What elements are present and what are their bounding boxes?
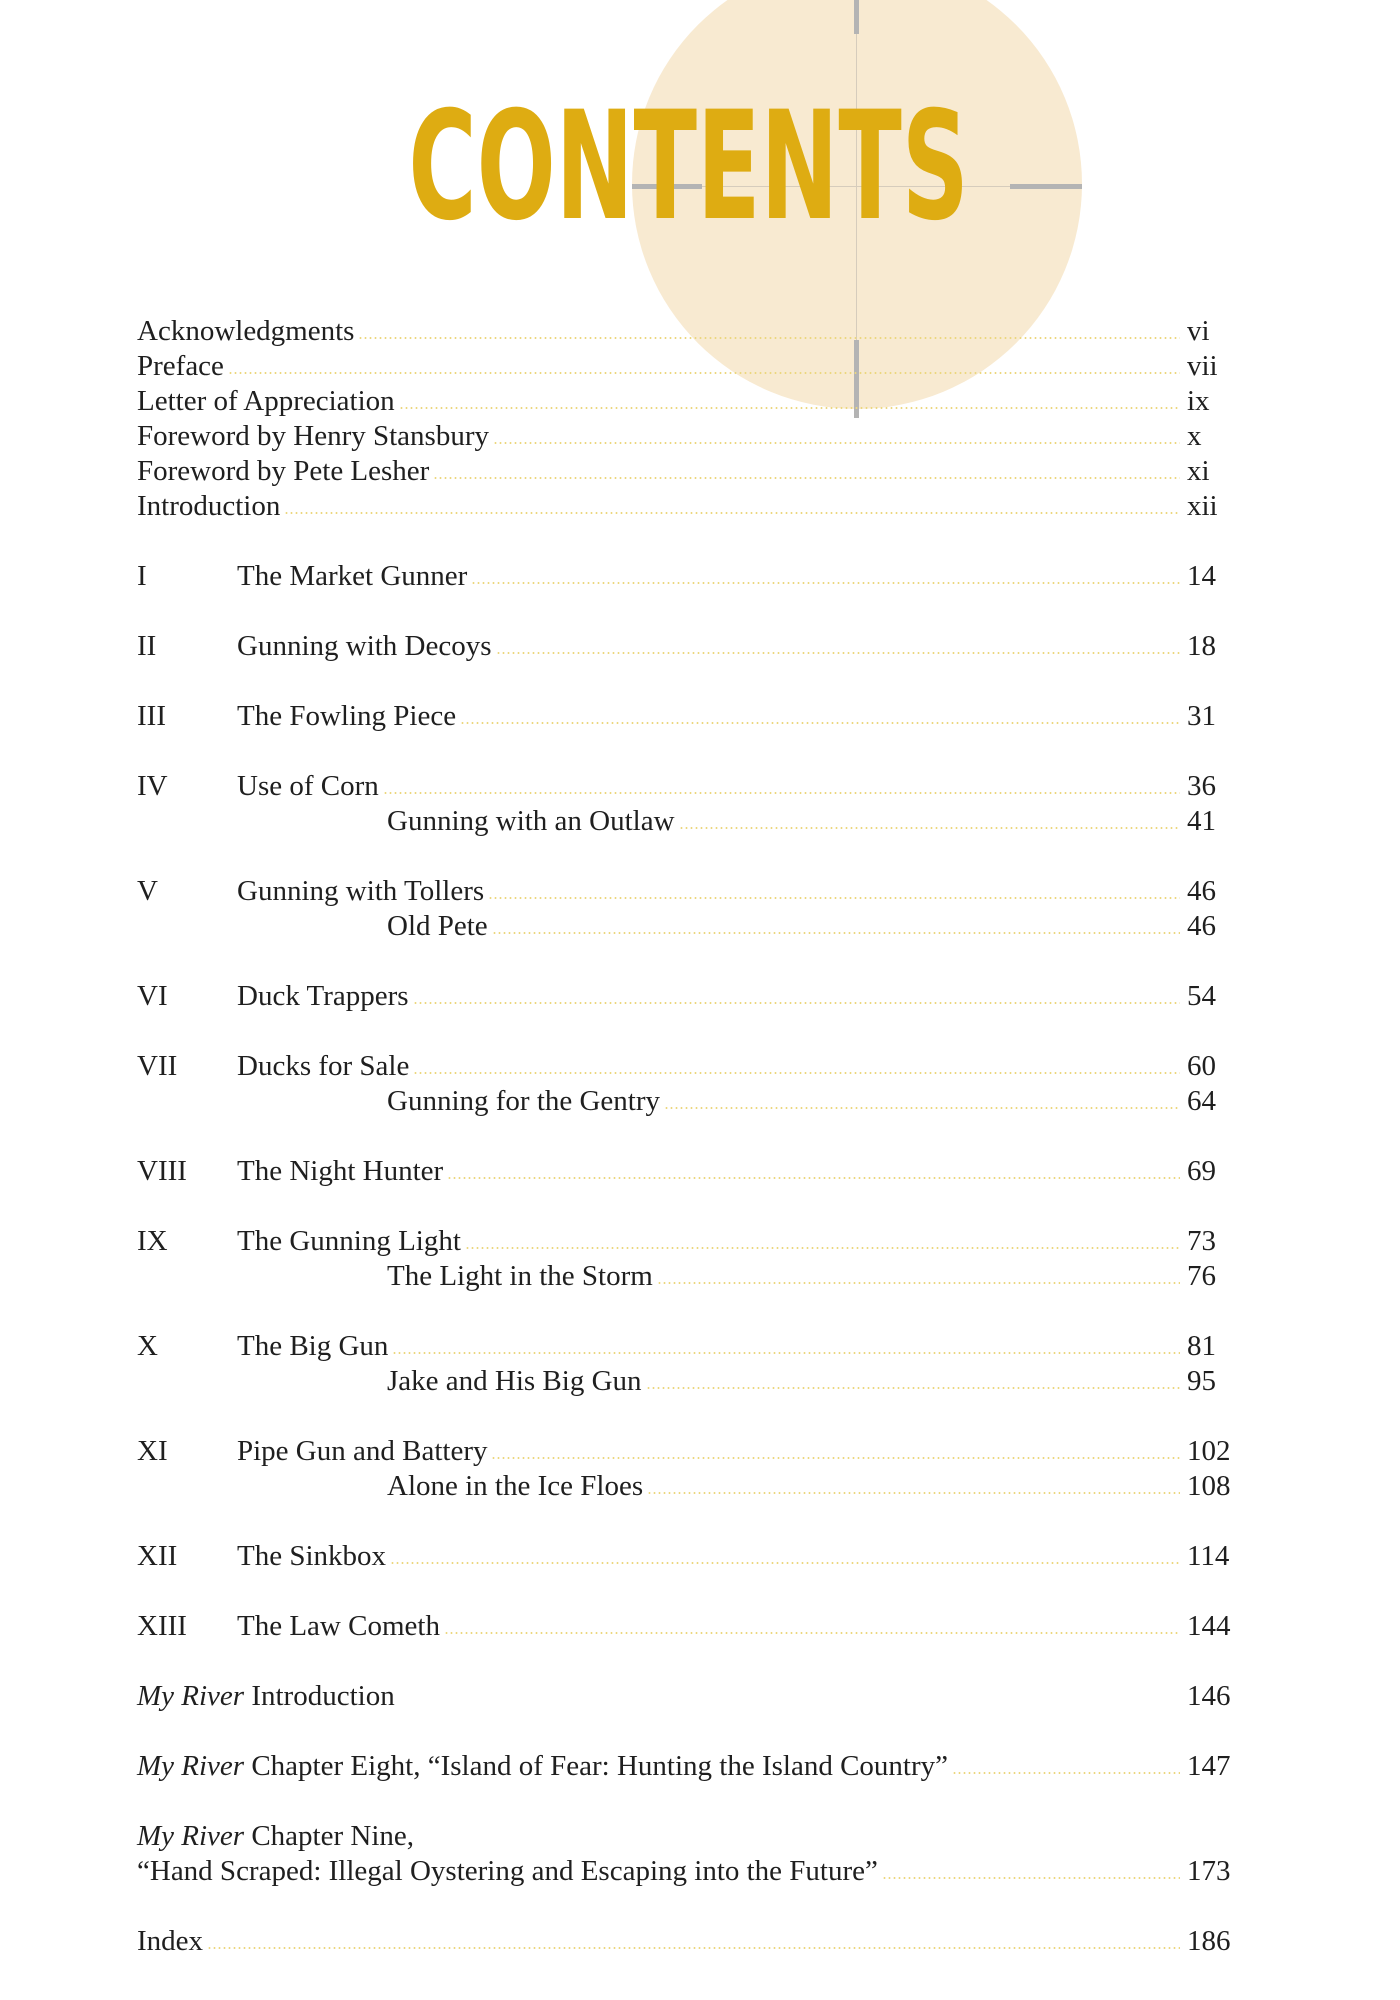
dot-leader [460,722,1180,724]
entry-title [137,384,395,418]
dot-leader [882,1877,1180,1879]
entry-title-text: Introduction [137,490,281,522]
chapter-number: VIII [137,1155,187,1187]
page-number: 69 [1187,1155,1216,1187]
dot-leader [496,652,1180,654]
page-title: CONTENTS [408,80,969,254]
chapter-entry [0,1224,1400,1258]
entry-title-text: Ducks for Sale [237,1050,410,1082]
entry-title [137,1749,948,1783]
chapter-entry [0,1609,1400,1643]
entry-title-text: Gunning with Tollers [237,875,485,907]
dot-leader [646,1387,1180,1389]
entry-title-text: The Law Cometh [237,1610,440,1642]
chapter-number: V [137,875,158,907]
front-matter-entry [0,384,1400,418]
page-number: 173 [1187,1855,1231,1887]
dot-leader [284,512,1180,514]
page-number: 76 [1187,1260,1216,1292]
entry-title-text: Index [137,1925,204,1957]
dot-leader [492,932,1180,934]
sub-chapter-entry [0,909,1400,943]
page-number: 114 [1187,1540,1230,1572]
entry-title-text: Gunning with Decoys [237,630,492,662]
entry-title-text: Use of Corn [237,770,379,802]
entry-title-text: Preface [137,350,224,382]
entry-title [237,979,409,1013]
entry-title [387,1084,660,1118]
entry-title-text: The Light in the Storm [387,1260,653,1292]
dot-leader [447,1177,1180,1179]
page-number: 144 [1187,1610,1231,1642]
chapter-number: VI [137,980,168,1012]
back-matter-entry [0,1819,1400,1853]
page-number: 46 [1187,875,1216,907]
front-matter-entry [0,349,1400,383]
dot-leader [657,1282,1180,1284]
entry-title-text: Jake and His Big Gun [387,1365,642,1397]
entry-title [237,1539,386,1573]
page-number: 36 [1187,770,1216,802]
entry-title [387,1259,653,1293]
page-number: 146 [1187,1680,1231,1712]
page-number: 147 [1187,1750,1231,1782]
chapter-number: IV [137,770,168,802]
dot-leader [444,1632,1180,1634]
entry-title [237,1329,388,1363]
page-number: 41 [1187,805,1216,837]
page-number: 64 [1187,1085,1216,1117]
back-matter-entry [0,1749,1400,1783]
back-matter-entry [0,1854,1400,1888]
page-number: 60 [1187,1050,1216,1082]
chapter-entry [0,769,1400,803]
page-number: 102 [1187,1435,1231,1467]
chapter-entry [0,874,1400,908]
front-matter-entry [0,419,1400,453]
entry-title-text: Chapter Nine, [244,1820,415,1852]
entry-title-text: The Big Gun [237,1330,389,1362]
page-number: 81 [1187,1330,1216,1362]
entry-italic-title: My River [137,1680,245,1712]
chapter-entry [0,1154,1400,1188]
entry-italic-title: My River [137,1750,245,1782]
entry-title-text: Gunning for the Gentry [387,1085,661,1117]
sub-chapter-entry [0,1084,1400,1118]
entry-title [237,769,379,803]
entry-title [137,1924,203,1958]
entry-title [137,1679,395,1713]
dot-leader [399,407,1180,409]
page-number: 46 [1187,910,1216,942]
sub-chapter-entry [0,1364,1400,1398]
page-number: 186 [1187,1925,1231,1957]
chapter-entry [0,559,1400,593]
entry-title-text: Foreword by Henry Stansbury [137,420,489,452]
front-matter-entry [0,314,1400,348]
entry-title-text: Letter of Appreciation [137,385,395,417]
page-number: 31 [1187,700,1216,732]
chapter-number: II [137,630,157,662]
entry-title-text: Duck Trappers [237,980,409,1012]
entry-title-text: Chapter Eight, “Island of Fear: Hunting the Island Country” [244,1750,948,1782]
entry-title [387,909,488,943]
chapter-number: XII [137,1540,178,1572]
sub-chapter-entry [0,1259,1400,1293]
page-number: ix [1187,385,1210,417]
entry-title [137,349,224,383]
chapter-entry [0,1329,1400,1363]
chapter-number: XIII [137,1610,187,1642]
dot-leader [471,582,1180,584]
page-number: xii [1187,490,1218,522]
dot-leader [493,442,1180,444]
entry-title-text: Pipe Gun and Battery [237,1435,488,1467]
entry-title [237,1609,440,1643]
page-number: 54 [1187,980,1216,1012]
entry-title-text: “Hand Scraped: Illegal Oystering and Escaping into the Future” [137,1855,878,1887]
entry-title [387,804,675,838]
front-matter-entry [0,454,1400,488]
dot-leader [392,1352,1180,1354]
page-number: vi [1187,315,1210,347]
entry-title [237,1434,487,1468]
chapter-entry [0,1434,1400,1468]
dot-leader [390,1562,1180,1564]
dot-leader [491,1457,1180,1459]
dot-leader [465,1247,1180,1249]
chapter-number: XI [137,1435,168,1467]
entry-title [237,699,456,733]
entry-title-text: The Sinkbox [237,1540,387,1572]
entry-title [137,454,429,488]
entry-title-text: The Market Gunner [237,560,468,592]
entry-title [137,1854,878,1888]
entry-title [137,314,354,348]
dot-leader [383,792,1180,794]
sub-chapter-entry [0,1469,1400,1503]
entry-title-text: The Fowling Piece [237,700,457,732]
back-matter-entry [0,1924,1400,1958]
entry-title [237,1154,443,1188]
chapter-number: III [137,700,166,732]
dot-leader [433,477,1180,479]
dot-leader [358,337,1180,339]
dot-leader [413,1072,1180,1074]
chapter-entry [0,1049,1400,1083]
dot-leader [413,1002,1180,1004]
entry-title [237,1224,461,1258]
page-number: xi [1187,455,1210,487]
entry-title [237,559,467,593]
entry-title [137,419,489,453]
chapter-entry [0,979,1400,1013]
page-number: 73 [1187,1225,1216,1257]
back-matter-entry [0,1679,1400,1713]
chapter-number: I [137,560,147,592]
entry-title-text: Alone in the Ice Floes [387,1470,644,1502]
entry-title [237,874,484,908]
entry-title-text: Gunning with an Outlaw [387,805,675,837]
entry-title [137,1819,414,1853]
page-number: 18 [1187,630,1216,662]
chapter-entry [0,699,1400,733]
entry-title-text: The Night Hunter [237,1155,444,1187]
page-number: vii [1187,350,1218,382]
dot-leader [647,1492,1180,1494]
dot-leader [488,897,1180,899]
entry-title [237,629,492,663]
entry-title-text: Acknowledgments [137,315,355,347]
entry-title-text: Introduction [244,1680,395,1712]
page-number: 108 [1187,1470,1231,1502]
chapter-number: IX [137,1225,168,1257]
page-number: 14 [1187,560,1216,592]
dot-leader [952,1772,1180,1774]
dot-leader [207,1947,1180,1949]
front-matter-entry [0,489,1400,523]
chapter-number: VII [137,1050,178,1082]
entry-italic-title: My River [137,1820,245,1852]
chapter-number: X [137,1330,158,1362]
entry-title [387,1364,642,1398]
entry-title-text: Foreword by Pete Lesher [137,455,430,487]
entry-title [137,489,280,523]
entry-title-text: The Gunning Light [237,1225,461,1257]
entry-title [387,1469,643,1503]
chapter-entry [0,629,1400,663]
entry-title-text: Old Pete [387,910,488,942]
page-number: x [1187,420,1202,452]
dot-leader [679,827,1180,829]
dot-leader [664,1107,1180,1109]
page-number: 95 [1187,1365,1216,1397]
entry-title [237,1049,409,1083]
chapter-entry [0,1539,1400,1573]
dot-leader [228,372,1180,374]
sub-chapter-entry [0,804,1400,838]
